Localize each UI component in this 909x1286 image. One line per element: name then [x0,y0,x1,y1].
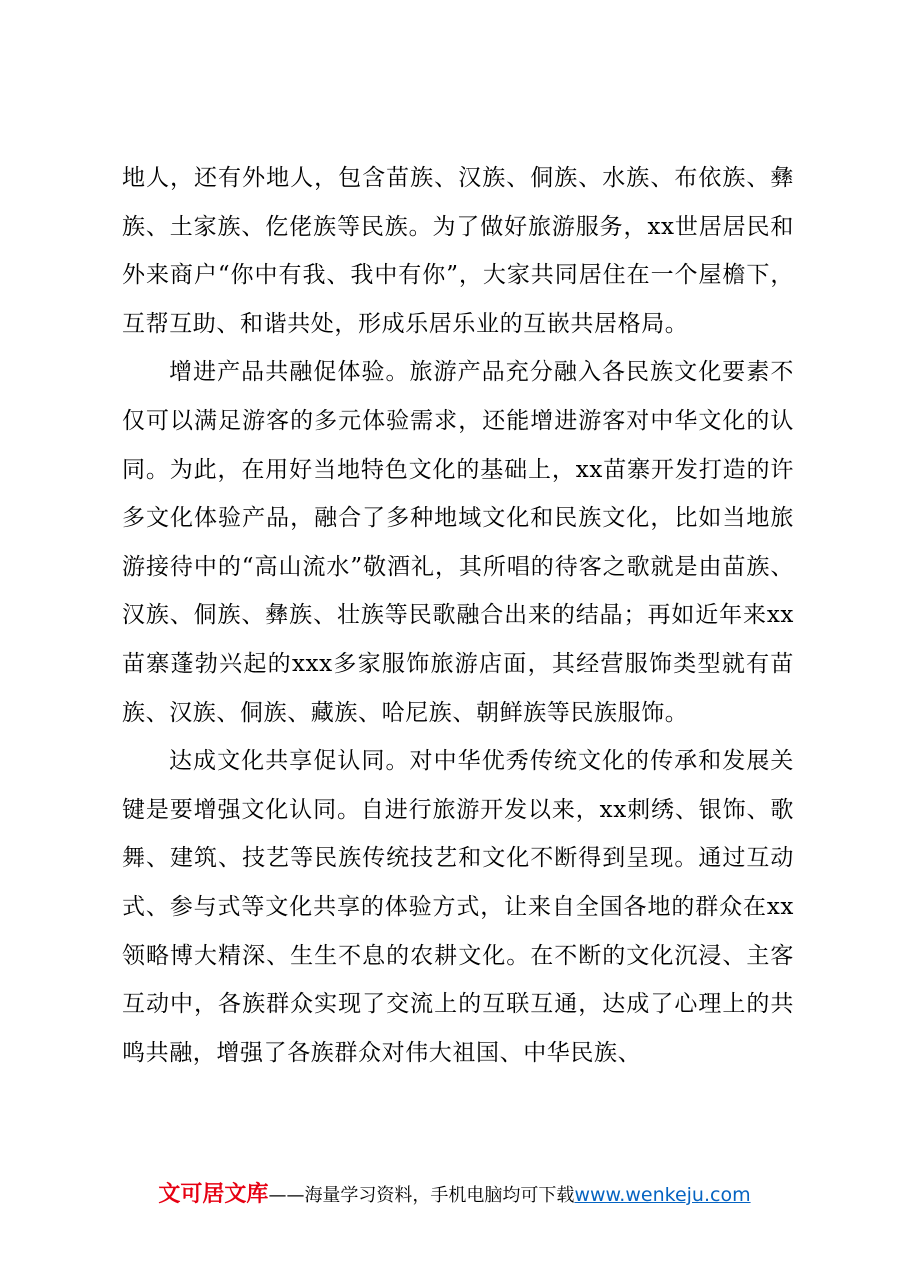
paragraph-2: 增进产品共融促体验。旅游产品充分融入各民族文化要素不仅可以满足游客的多元体验需求，还能增进游客对中华文化的认同。为此，在用好当地特色文化的基础上，xx苗寨开发打造的许多文化体验产品，融合了多种地域文化和民族文化，比如当地旅游接待中的“高山流水”敬酒礼，其所唱的待客之歌就是由苗族、汉族、侗族、彝族、壮族等民歌融合出来的结晶；再如近年来xx苗寨蓬勃兴起的xxx多家服饰旅游店面，其经营服饰类型就有苗族、汉族、侗族、藏族、哈尼族、朝鲜族等民族服饰。 [122,359,794,726]
footer-slogan: ——海量学习资料，手机电脑均可下载 [268,1185,575,1206]
footer-brand: 文可居文库 [158,1182,269,1207]
paragraph-1: 地人，还有外地人，包含苗族、汉族、侗族、水族、布依族、彝族、土家族、仡佬族等民族。为了做好旅游服务，xx世居居民和外来商户“你中有我、我中有你”，大家共同居住在一个屋檐下，互帮互助、和谐共处，形成乐居乐业的互嵌共居格局。 [122,165,794,337]
document-body [122,154,794,1077]
paragraph-3: 达成文化共享促认同。对中华优秀传统文化的传承和发展关键是要增强文化认同。自进行旅游开发以来，xx刺绣、银饰、歌舞、建筑、技艺等民族传统技艺和文化不断得到呈现。通过互动式、参与式等文化共享的体验方式，让来自全国各地的群众在xx领略博大精深、生生不息的农耕文化。在不断的文化沉浸、主客互动中，各族群众实现了交流上的互联互通，达成了心理上的共鸣共融，增强了各族群众对伟大祖国、中华民族、 [122,748,794,1066]
footer-banner [0,1180,909,1211]
footer-link[interactable]: www.wenkeju.com [574,1184,751,1206]
